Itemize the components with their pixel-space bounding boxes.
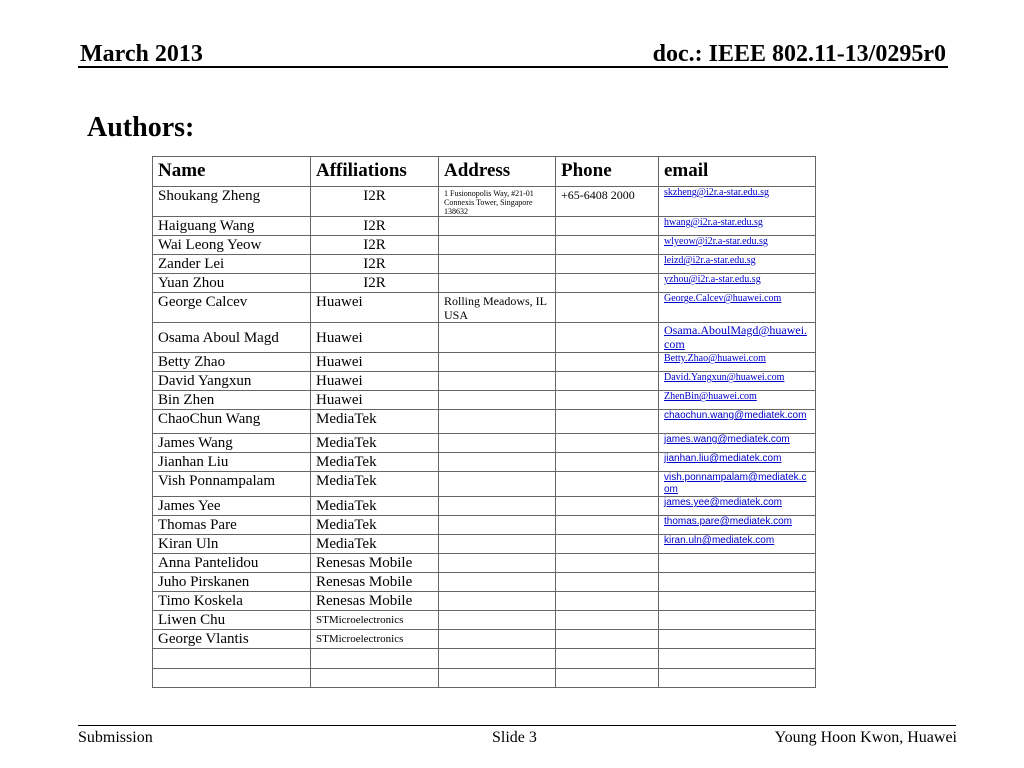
author-phone [556,592,659,611]
table-row [153,630,816,649]
author-phone [556,630,659,649]
email-link[interactable]: kiran.uln@mediatek.com [664,535,775,546]
author-phone [556,434,659,453]
table-row [153,434,816,453]
author-phone [556,274,659,293]
author-address [439,516,556,535]
author-email [659,353,816,372]
author-email [659,573,816,592]
author-name: Zander Lei [153,255,311,274]
table-row [153,323,816,353]
author-affiliation: MediaTek [311,472,439,497]
author-address [439,535,556,554]
author-name: Timo Koskela [153,592,311,611]
author-affiliation: MediaTek [311,453,439,472]
author-phone [556,535,659,554]
column-header-address: Address [439,157,556,187]
table-row [153,669,816,688]
table-row [153,573,816,592]
table-row [153,274,816,293]
author-affiliation: Renesas Mobile [311,592,439,611]
author-name: ChaoChun Wang [153,410,311,434]
author-affiliation: I2R [311,187,439,217]
author-phone [556,293,659,323]
author-email [659,236,816,255]
table-row [153,535,816,554]
table-row [153,497,816,516]
author-affiliation [311,630,439,649]
author-phone [556,391,659,410]
email-link[interactable]: David.Yangxun@huawei.com [664,372,785,383]
author-address [439,611,556,630]
slide-title: Authors: [87,112,195,143]
address-text: 1 Fusionopolis Way, #21-01 Connexis Tower, Singapore 138632 [444,189,534,216]
author-address [439,236,556,255]
email-link[interactable]: james.wang@mediatek.com [664,434,790,445]
author-affiliation: MediaTek [311,535,439,554]
author-affiliation: Huawei [311,293,439,323]
author-email [659,669,816,688]
author-affiliation [311,611,439,630]
author-address [439,497,556,516]
author-email [659,453,816,472]
author-affiliation: I2R [311,255,439,274]
author-affiliation: MediaTek [311,434,439,453]
footer-rule [78,725,956,726]
email-link[interactable]: jianhan.liu@mediatek.com [664,453,782,464]
header-date: March 2013 [80,41,203,67]
column-header-phone: Phone [556,157,659,187]
author-phone [556,649,659,669]
author-address [439,255,556,274]
address-text: Rolling Meadows, IL USA [444,294,547,322]
author-name: Osama Aboul Magd [153,323,311,353]
author-email [659,391,816,410]
author-phone [556,353,659,372]
author-email [659,630,816,649]
author-name: Bin Zhen [153,391,311,410]
author-email [659,472,816,497]
author-address [439,472,556,497]
author-email [659,592,816,611]
author-affiliation: I2R [311,274,439,293]
phone-text: +65-6408 2000 [561,188,635,202]
table-row [153,649,816,669]
author-name: David Yangxun [153,372,311,391]
email-link[interactable]: George.Calcev@huawei.com [664,293,782,304]
table-row [153,472,816,497]
author-phone [556,573,659,592]
author-email [659,323,816,353]
table-row [153,372,816,391]
email-link[interactable]: skzheng@i2r.a-star.edu.sg [664,187,770,198]
author-address [439,353,556,372]
author-email [659,410,816,434]
table-row [153,293,816,323]
author-email [659,649,816,669]
author-email [659,255,816,274]
author-phone [556,236,659,255]
email-link[interactable]: ZhenBin@huawei.com [664,391,757,402]
author-affiliation: Huawei [311,391,439,410]
author-phone [556,217,659,236]
author-address [439,274,556,293]
table-row [153,217,816,236]
author-affiliation [311,669,439,688]
author-name: Kiran Uln [153,535,311,554]
author-email [659,497,816,516]
email-link[interactable]: Osama.AboulMagd@huawei.com [664,323,808,351]
author-name: James Wang [153,434,311,453]
author-address [439,323,556,353]
author-name: Yuan Zhou [153,274,311,293]
table-row [153,611,816,630]
email-link[interactable]: chaochun.wang@mediatek.com [664,410,807,421]
author-address [439,630,556,649]
author-name: Betty Zhao [153,353,311,372]
author-name [153,669,311,688]
email-link[interactable]: Betty.Zhao@huawei.com [664,353,766,364]
column-header-affiliations: Affiliations [311,157,439,187]
table-row [153,353,816,372]
author-affiliation [311,649,439,669]
author-affiliation: Renesas Mobile [311,554,439,573]
table-row [153,236,816,255]
author-address [439,434,556,453]
affiliation-text: STMicroelectronics [316,614,404,626]
authors-table [152,156,816,688]
table-row [153,592,816,611]
footer-submission: Submission [78,729,153,746]
author-name: Liwen Chu [153,611,311,630]
author-affiliation: MediaTek [311,410,439,434]
author-affiliation: MediaTek [311,497,439,516]
author-affiliation: Huawei [311,323,439,353]
email-link[interactable]: vish.ponnampalam@mediatek.com [664,472,807,495]
author-email [659,274,816,293]
table-row [153,410,816,434]
author-email [659,217,816,236]
author-email [659,516,816,535]
email-link[interactable]: hwang@i2r.a-star.edu.sg [664,217,763,228]
column-header-name: Name [153,157,311,187]
author-address [439,592,556,611]
table-row [153,554,816,573]
author-phone [556,323,659,353]
author-phone [556,516,659,535]
author-phone [556,497,659,516]
header-rule [78,66,948,68]
footer-author: Young Hoon Kwon, Huawei [774,729,957,746]
header-doc-id: doc.: IEEE 802.11-13/0295r0 [652,41,946,67]
author-email [659,434,816,453]
table-header-row [153,157,816,187]
author-address [439,554,556,573]
author-name: Juho Pirskanen [153,573,311,592]
table-row [153,391,816,410]
author-name: Vish Ponnampalam [153,472,311,497]
affiliation-text: STMicroelectronics [316,633,404,645]
table-row [153,255,816,274]
author-affiliation: I2R [311,217,439,236]
author-affiliation: MediaTek [311,516,439,535]
author-affiliation: Renesas Mobile [311,573,439,592]
author-name: James Yee [153,497,311,516]
author-address [439,573,556,592]
author-name: Thomas Pare [153,516,311,535]
author-address [439,187,556,217]
author-phone [556,611,659,630]
author-email [659,372,816,391]
email-link[interactable]: yzhou@i2r.a-star.edu.sg [664,274,761,285]
column-header-email: email [659,157,816,187]
author-phone [556,372,659,391]
author-name: Shoukang Zheng [153,187,311,217]
author-name: Haiguang Wang [153,217,311,236]
author-email [659,611,816,630]
table-row [153,187,816,217]
table-row [153,516,816,535]
author-phone [556,472,659,497]
email-link[interactable]: wlyeow@i2r.a-star.edu.sg [664,236,768,247]
table-row [153,453,816,472]
author-address [439,649,556,669]
author-phone [556,453,659,472]
author-phone [556,669,659,688]
author-address [439,669,556,688]
author-name: Jianhan Liu [153,453,311,472]
author-name [153,649,311,669]
author-email [659,535,816,554]
author-email [659,554,816,573]
author-name: Anna Pantelidou [153,554,311,573]
author-name: George Vlantis [153,630,311,649]
author-phone [556,410,659,434]
author-affiliation: Huawei [311,372,439,391]
author-address [439,293,556,323]
author-address [439,217,556,236]
author-email [659,187,816,217]
author-address [439,391,556,410]
author-address [439,453,556,472]
author-phone [556,187,659,217]
author-affiliation: Huawei [311,353,439,372]
author-affiliation: I2R [311,236,439,255]
author-email [659,293,816,323]
footer-slide-number: Slide 3 [492,729,537,746]
author-phone [556,554,659,573]
email-link[interactable]: thomas.pare@mediatek.com [664,516,792,527]
author-name: George Calcev [153,293,311,323]
email-link[interactable]: james.yee@mediatek.com [664,497,782,508]
author-phone [556,255,659,274]
author-name: Wai Leong Yeow [153,236,311,255]
author-address [439,410,556,434]
email-link[interactable]: leizd@i2r.a-star.edu.sg [664,255,756,266]
author-address [439,372,556,391]
